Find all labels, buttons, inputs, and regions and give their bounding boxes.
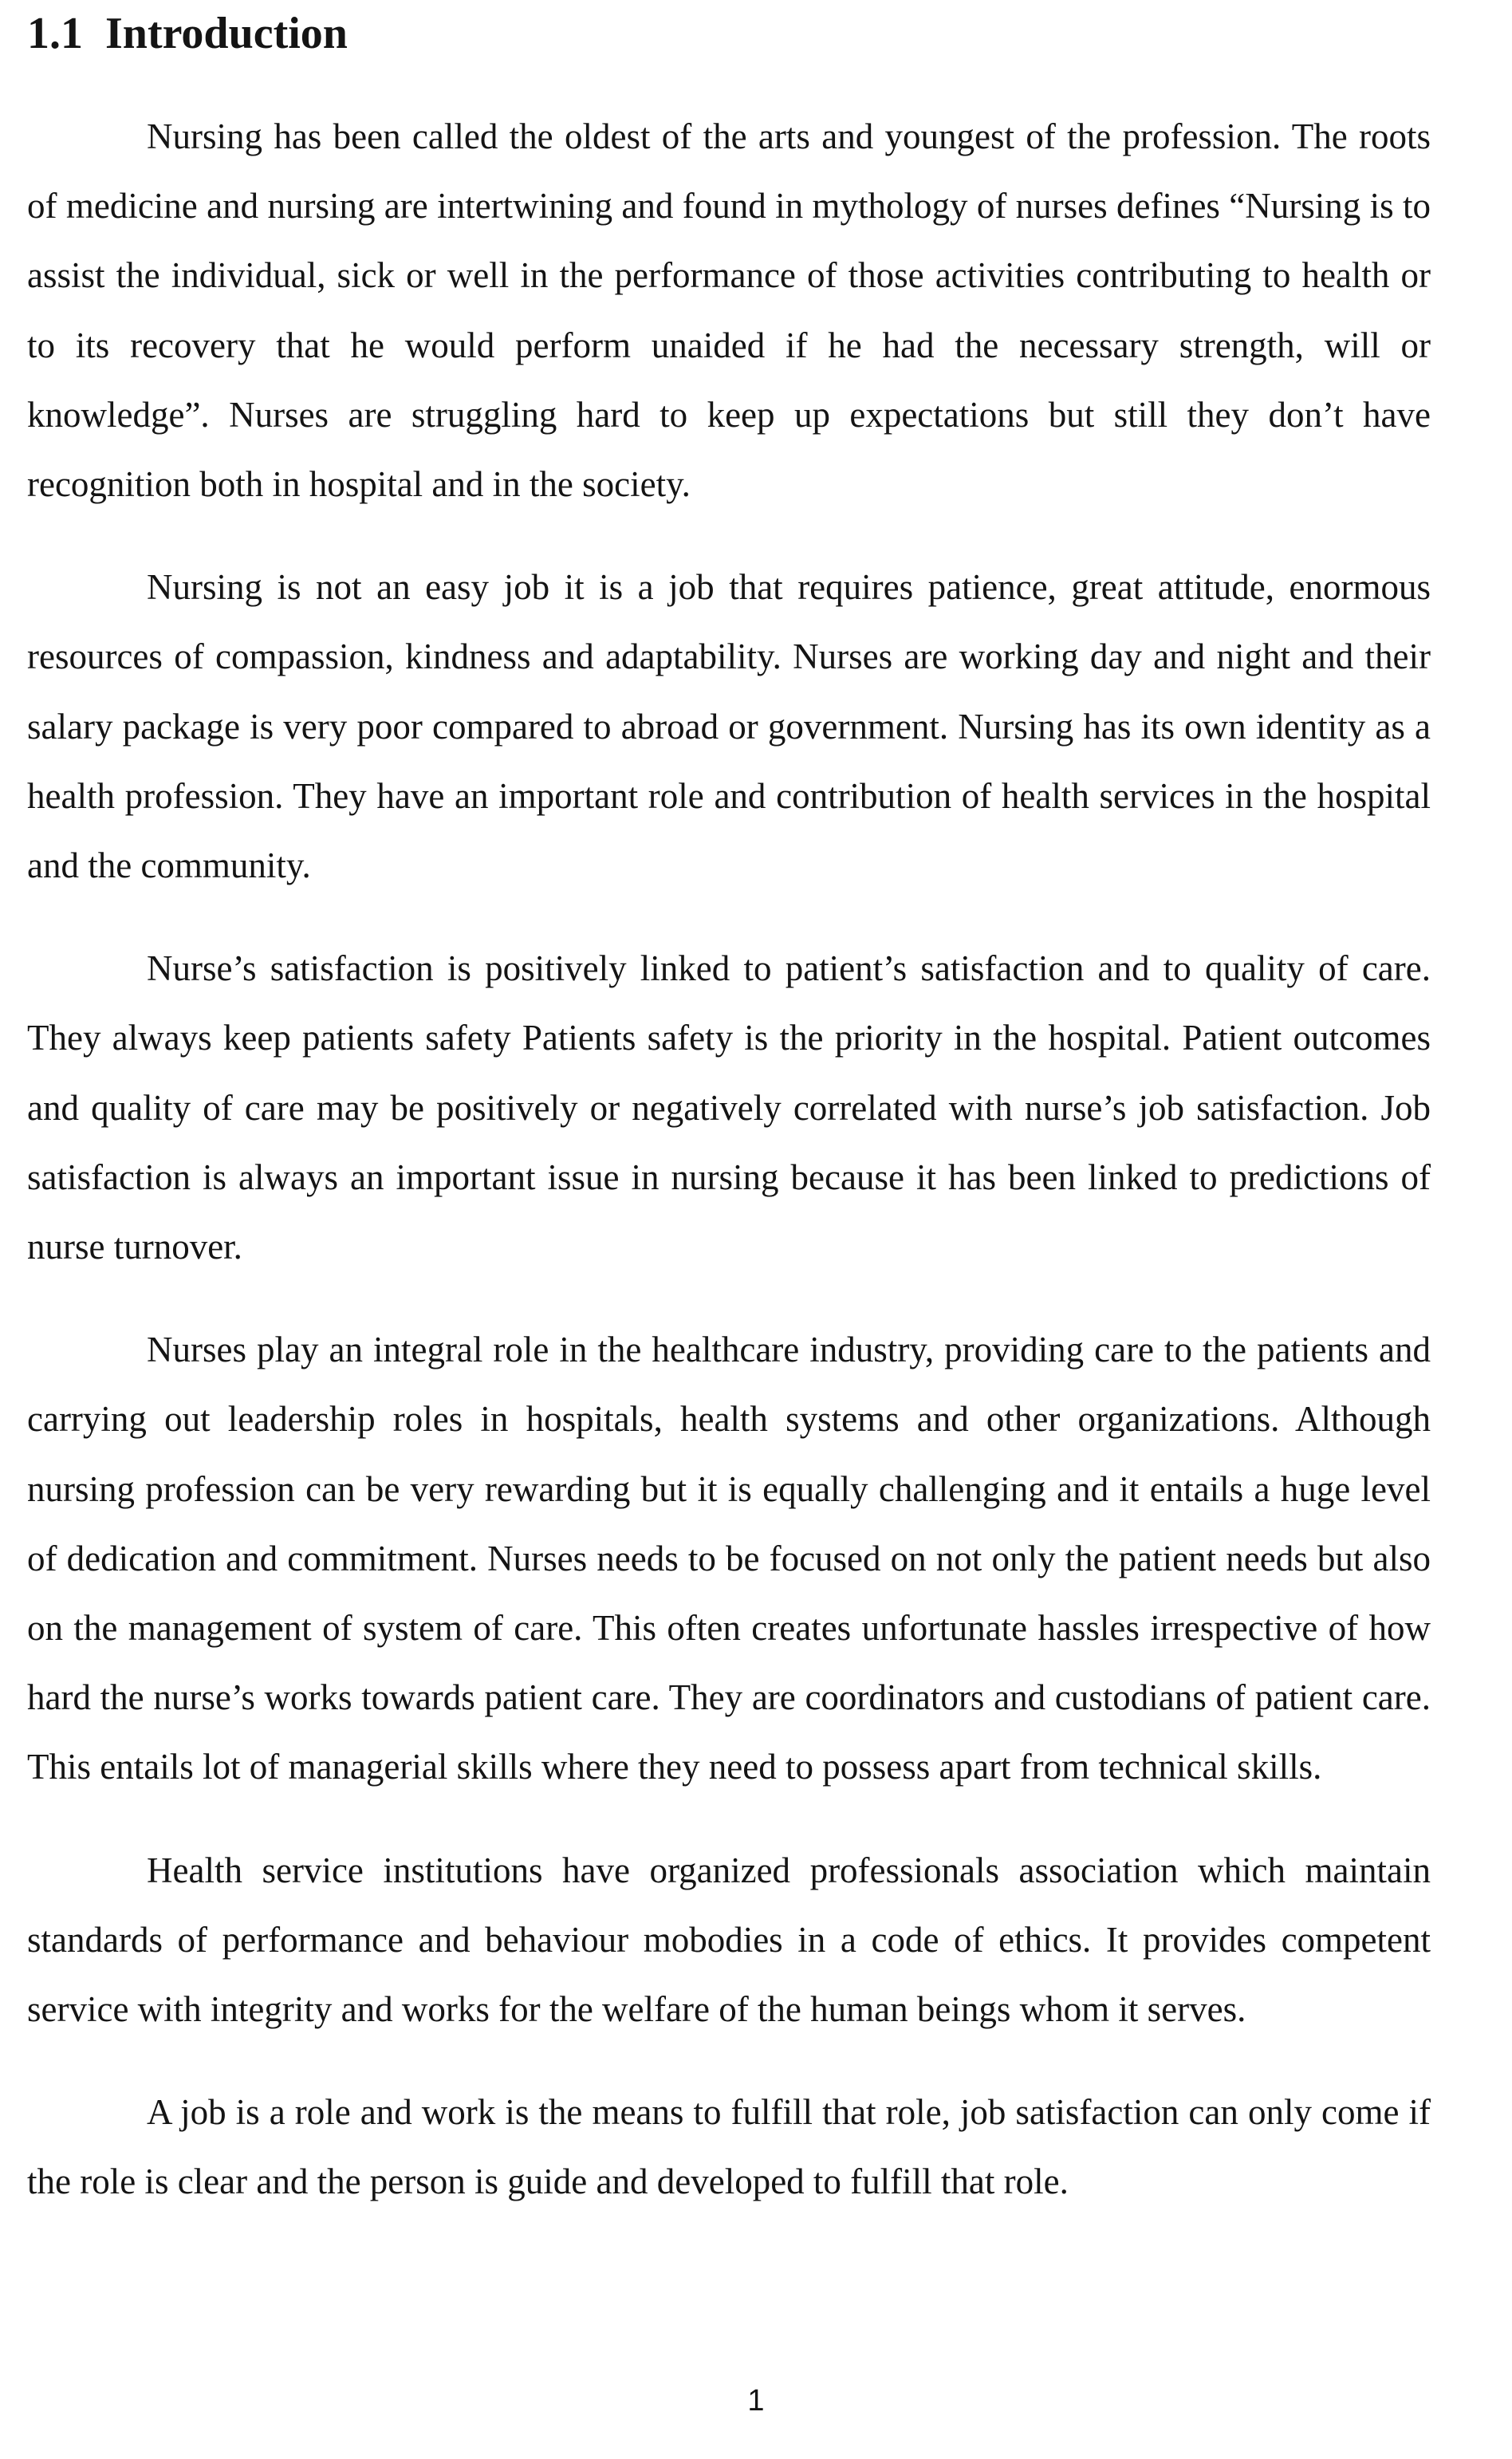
section-heading [27,8,348,59]
paragraph-1: Nursing has been called the oldest of the arts and youngest of the profession. The roots of medicine and nursing are intertwining and found in mythology of nurses defines “Nursing is to assist the individual, sick or well in the performance of those activities contributing to health or to its recovery that he would perform unaided if he had the necessary strength, will or knowledge”. Nurses are struggling hard to keep up expectations but still they don’t have recognition both in hospital and in the society. [27,116,1431,505]
paragraph-5: Health service institutions have organized professionals association which maintain standards of performance and behaviour mobodies in a code of ethics. It provides competent service with integrity and works for the welfare of the human beings whom it serves. [27,1850,1431,2030]
section-number: 1.1 [27,9,83,58]
body-text [27,102,1431,2251]
paragraph-4: Nurses play an integral role in the healthcare industry, providing care to the patients and carrying out leadership roles in hospitals, health systems and other organizations. Although nursing profession can be very rewarding but it is equally challenging and it entails a huge level of dedication and commitment. Nurses needs to be focused on not only the patient needs but also on the management of system of care. This often creates unfortunate hassles irrespective of how hard the nurse’s works towards patient care. They are coordinators and custodians of patient care. This entails lot of managerial skills where they need to possess apart from technical skills. [27,1330,1431,1787]
paragraph-3: Nurse’s satisfaction is positively linked to patient’s satisfaction and to quality of care. They always keep patients safety Patients safety is the priority in the hospital. Patient outcomes and quality of care may be positively or negatively correlated with nurse’s job satisfaction. Job satisfaction is always an important issue in nursing because it has been linked to predictions of nurse turnover. [27,948,1431,1267]
section-title: Introduction [105,9,348,58]
paragraph-2: Nursing is not an easy job it is a job that requires patience, great attitude, enormous resources of compassion, kindness and adaptability. Nurses are working day and night and their salary package is very poor compared to abroad or government. Nursing has its own identity as a health profession. They have an important role and contribution of health services in the hospital and the community. [27,567,1431,886]
page-number: 1 [747,2384,765,2418]
paragraph-6: A job is a role and work is the means to fulfill that role, job satisfaction can only come if the role is clear and the person is guide and developed to fulfill that role. [27,2092,1431,2202]
